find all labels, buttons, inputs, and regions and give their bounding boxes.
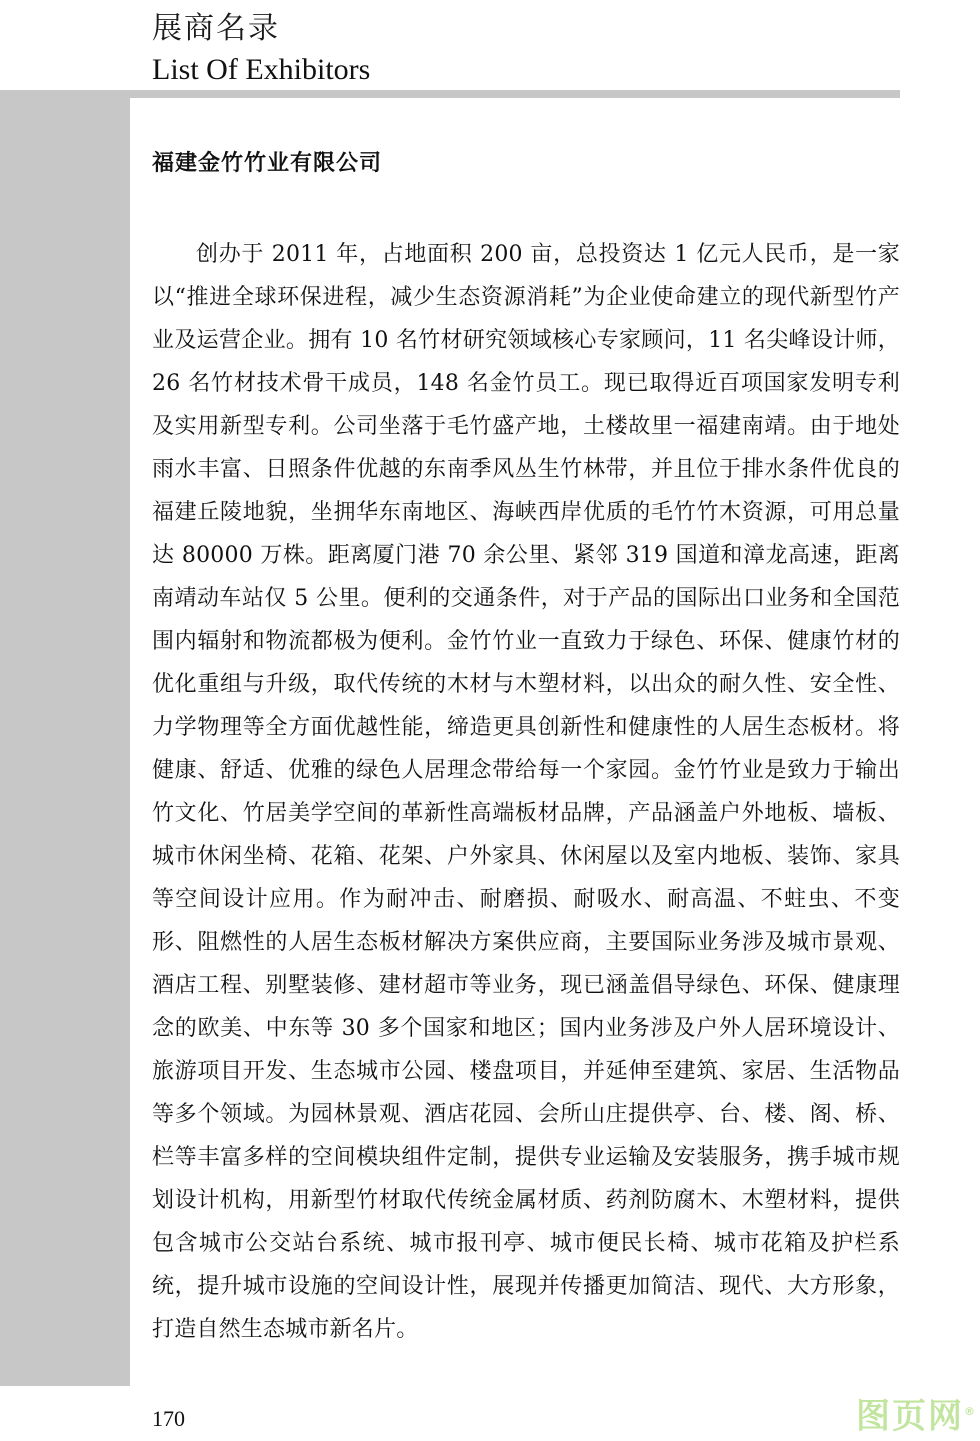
page-number: 170	[152, 1406, 185, 1431]
header-title-cn: 展商名录	[152, 11, 280, 46]
watermark-logo	[856, 1392, 977, 1436]
watermark-text: 图页网	[856, 1396, 964, 1437]
header-title-en: List Of Exhibitors	[152, 53, 371, 86]
company-name: 福建金竹竹业有限公司	[152, 151, 383, 176]
left-sidebar-bar	[0, 90, 130, 1386]
registered-mark: ®	[964, 1405, 977, 1418]
company-description	[152, 233, 900, 1351]
header-divider-bar	[0, 90, 900, 98]
description-paragraph: 创办于 2011 年，占地面积 200 亩，总投资达 1 亿元人民币，是一家以“推进全球环保进程，减少生态资源消耗”为企业使命建立的现代新型竹产业及运营企业。拥有 10 名竹材研究领域核心专家顾问，11 名尖峰设计师，26 名竹材技术骨干成员，148 名金竹员工。现已取得近百项国家发明专利及实用新型专利。公司坐落于毛竹盛产地，土楼故里一福建南靖。由于地处雨水丰富、日照条件优越的东南季风丛生竹林带，并且位于排水条件优良的福建丘陵地貌，坐拥华东南地区、海峡西岸优质的毛竹竹木资源，可用总量达 80000 万株。距离厦门港 70 余公里、紧邻 319 国道和漳龙高速，距离南靖动车站仅 5 公里。便利的交通条件，对于产品的国际出口业务和全国范围内辐射和物流都极为便利。金竹竹业一直致力于绿色、环保、健康竹材的优化重组与升级，取代传统的木材与木塑材料，以出众的耐久性、安全性、力学物理等全方面优越性能，缔造更具创新性和健康性的人居生态板材。将健康、舒适、优雅的绿色人居理念带给每一个家园。金竹竹业是致力于输出竹文化、竹居美学空间的革新性高端板材品牌，产品涵盖户外地板、墙板、城市休闲坐椅、花箱、花架、户外家具、休闲屋以及室内地板、装饰、家具等空间设计应用。作为耐冲击、耐磨损、耐吸水、耐高温、不蛀虫、不变形、阻燃性的人居生态板材解决方案供应商，主要国际业务涉及城市景观、酒店工程、别墅装修、建材超市等业务，现已涵盖倡导绿色、环保、健康理念的欧美、中东等 30 多个国家和地区；国内业务涉及户外人居环境设计、旅游项目开发、生态城市公园、楼盘项目，并延伸至建筑、家居、生活物品等多个领域。为园林景观、酒店花园、会所山庄提供亭、台、楼、阁、桥、栏等丰富多样的空间模块组件定制，提供专业运输及安装服务，携手城市规划设计机构，用新型竹材取代传统金属材质、药剂防腐木、木塑材料，提供包含城市公交站台系统、城市报刊亭、城市便民长椅、城市花箱及护栏系统，提升城市设施的空间设计性，展现并传播更加简洁、现代、大方形象，打造自然生态城市新名片。	[152, 242, 900, 1342]
